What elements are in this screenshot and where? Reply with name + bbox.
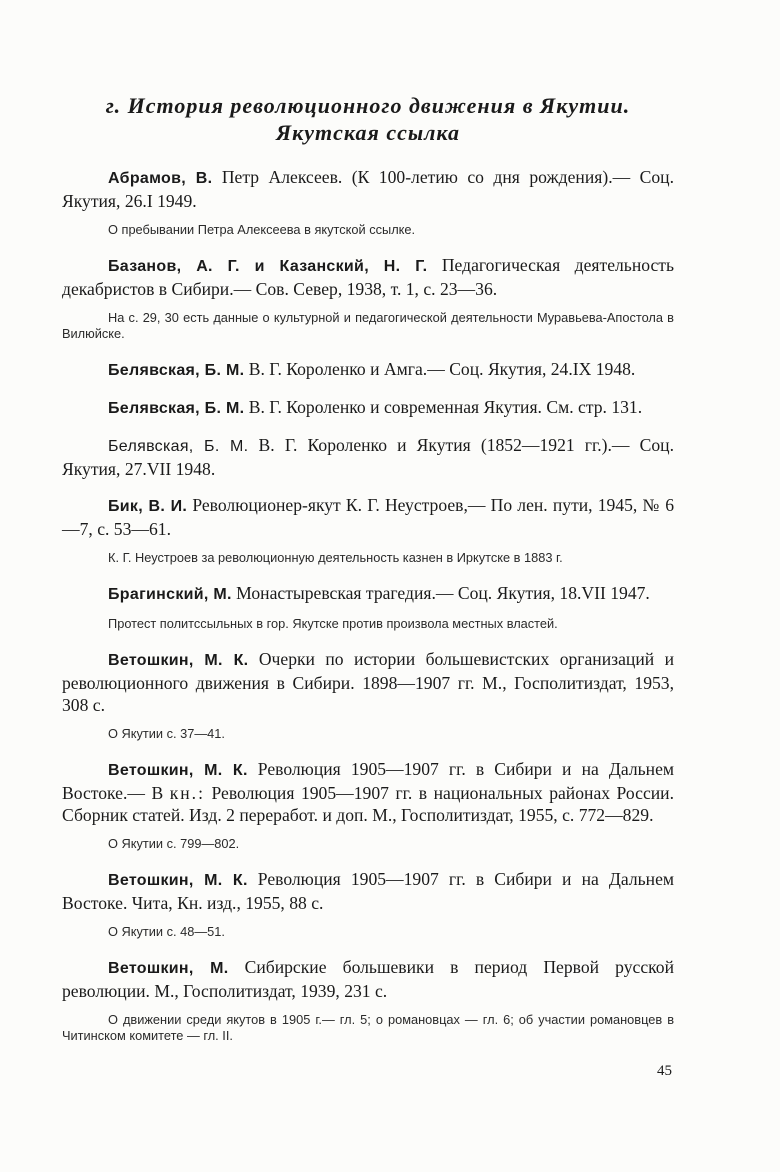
entry-text: Петр Алексеев. (К 100-летию со дня рождения).— Соц. Якутия, 26.I 1949.: [62, 167, 674, 211]
entry-text-continued: Революция 1905—1907 гг. в национальных районах России. Сборник статей. Изд. 2 переработ. и доп. М., Госполитиздат, 1955, с. 772—829.: [62, 783, 674, 825]
bibliography-entry: [62, 254, 674, 300]
bibliography-entry: [62, 582, 674, 606]
entry-annotation: На с. 29, 30 есть данные о культурной и педагогической деятельности Муравьева-Апостола в Вилюйске.: [62, 310, 674, 341]
page-body: [62, 92, 674, 1060]
entry-annotation: О движении среди якутов в 1905 г.— гл. 5; о романовцах — гл. 6; об участии романовцев в Читинском комитете — гл. II.: [62, 1012, 674, 1043]
heading-line-1: г. История революционного движения в Якутии.: [105, 93, 631, 118]
entry-author: Ветошкин, М. К.: [108, 652, 249, 669]
entry-text: Очерки по истории большевистских организаций и революционного движения в Сибири. 1898—1907 гг. М., Госполитиздат, 1953, 308 с.: [62, 649, 674, 715]
entry-annotation: О Якутии с. 799—802.: [108, 836, 240, 851]
entry-spaced-text: кн.:: [169, 783, 205, 803]
entry-author: Бик, В. И.: [108, 498, 188, 515]
entry-annotation: К. Г. Неустроев за революционную деятельность казнен в Иркутске в 1883 г.: [108, 550, 563, 565]
entry-author: Белявская, Б. М.: [108, 438, 249, 455]
entry-text: Сибирские большевики в период Первой русской революции. М., Госполитиздат, 1939, 231 с.: [62, 957, 674, 1001]
entry-text: Революция 1905—1907 гг. в Сибири и на Дальнем Востоке. Чита, Кн. изд., 1955, 88 с.: [62, 869, 675, 913]
bibliography-entry: [62, 868, 674, 914]
entry-text: В. Г. Короленко и Якутия (1852—1921 гг.).— Соц. Якутия, 27.VII 1948.: [62, 435, 674, 479]
entry-annotation: О Якутии с. 48—51.: [108, 924, 225, 939]
entry-text: В. Г. Короленко и современная Якутия. См. стр. 131.: [244, 397, 643, 417]
bibliography-entry: [62, 434, 674, 480]
entry-text: Педагогическая деятельность декабристов в Сибири.— Сов. Север, 1938, т. 1, с. 23—36.: [62, 255, 674, 299]
bibliography-entry: [62, 166, 674, 212]
bibliography-entry: [62, 956, 674, 1002]
entry-author: Брагинский, М.: [108, 586, 232, 603]
entry-annotation: О пребывании Петра Алексеева в якутской ссылке.: [108, 222, 416, 237]
entry-author: Ветошкин, М.: [108, 960, 229, 977]
bibliography-entry: [62, 396, 674, 420]
heading-line-2: Якутская ссылка: [275, 120, 461, 145]
bibliography-entry: [62, 358, 674, 382]
entry-text: В. Г. Короленко и Амга.— Соц. Якутия, 24.IX 1948.: [244, 359, 636, 379]
entry-author: Ветошкин, М. К.: [108, 872, 248, 889]
entry-annotation: О Якутии с. 37—41.: [108, 726, 225, 741]
entry-author: Белявская, Б. М.: [108, 400, 245, 417]
entry-annotation: Протест политссыльных в гор. Якутске против произвола местных властей.: [108, 616, 558, 631]
entry-author: Базанов, А. Г. и Казанский, Н. Г.: [108, 258, 428, 275]
entry-author: Белявская, Б. М.: [108, 362, 245, 379]
bibliography-entry: [62, 494, 674, 540]
entry-text: Революция 1905—1907 гг. в Сибири и на Дальнем Востоке.— В: [62, 759, 675, 803]
entry-text: Революционер-якут К. Г. Неустроев,— По лен. пути, 1945, № 6—7, с. 53—61.: [62, 495, 674, 539]
section-heading: [62, 92, 674, 146]
bibliography-entry: [62, 648, 674, 716]
entry-text: Монастыревская трагедия.— Соц. Якутия, 18.VII 1947.: [231, 583, 650, 603]
bibliography-entry: [62, 758, 674, 826]
entry-author: Абрамов, В.: [108, 170, 213, 187]
page-number: 45: [657, 1063, 672, 1079]
entry-author: Ветошкин, М. К.: [108, 762, 248, 779]
